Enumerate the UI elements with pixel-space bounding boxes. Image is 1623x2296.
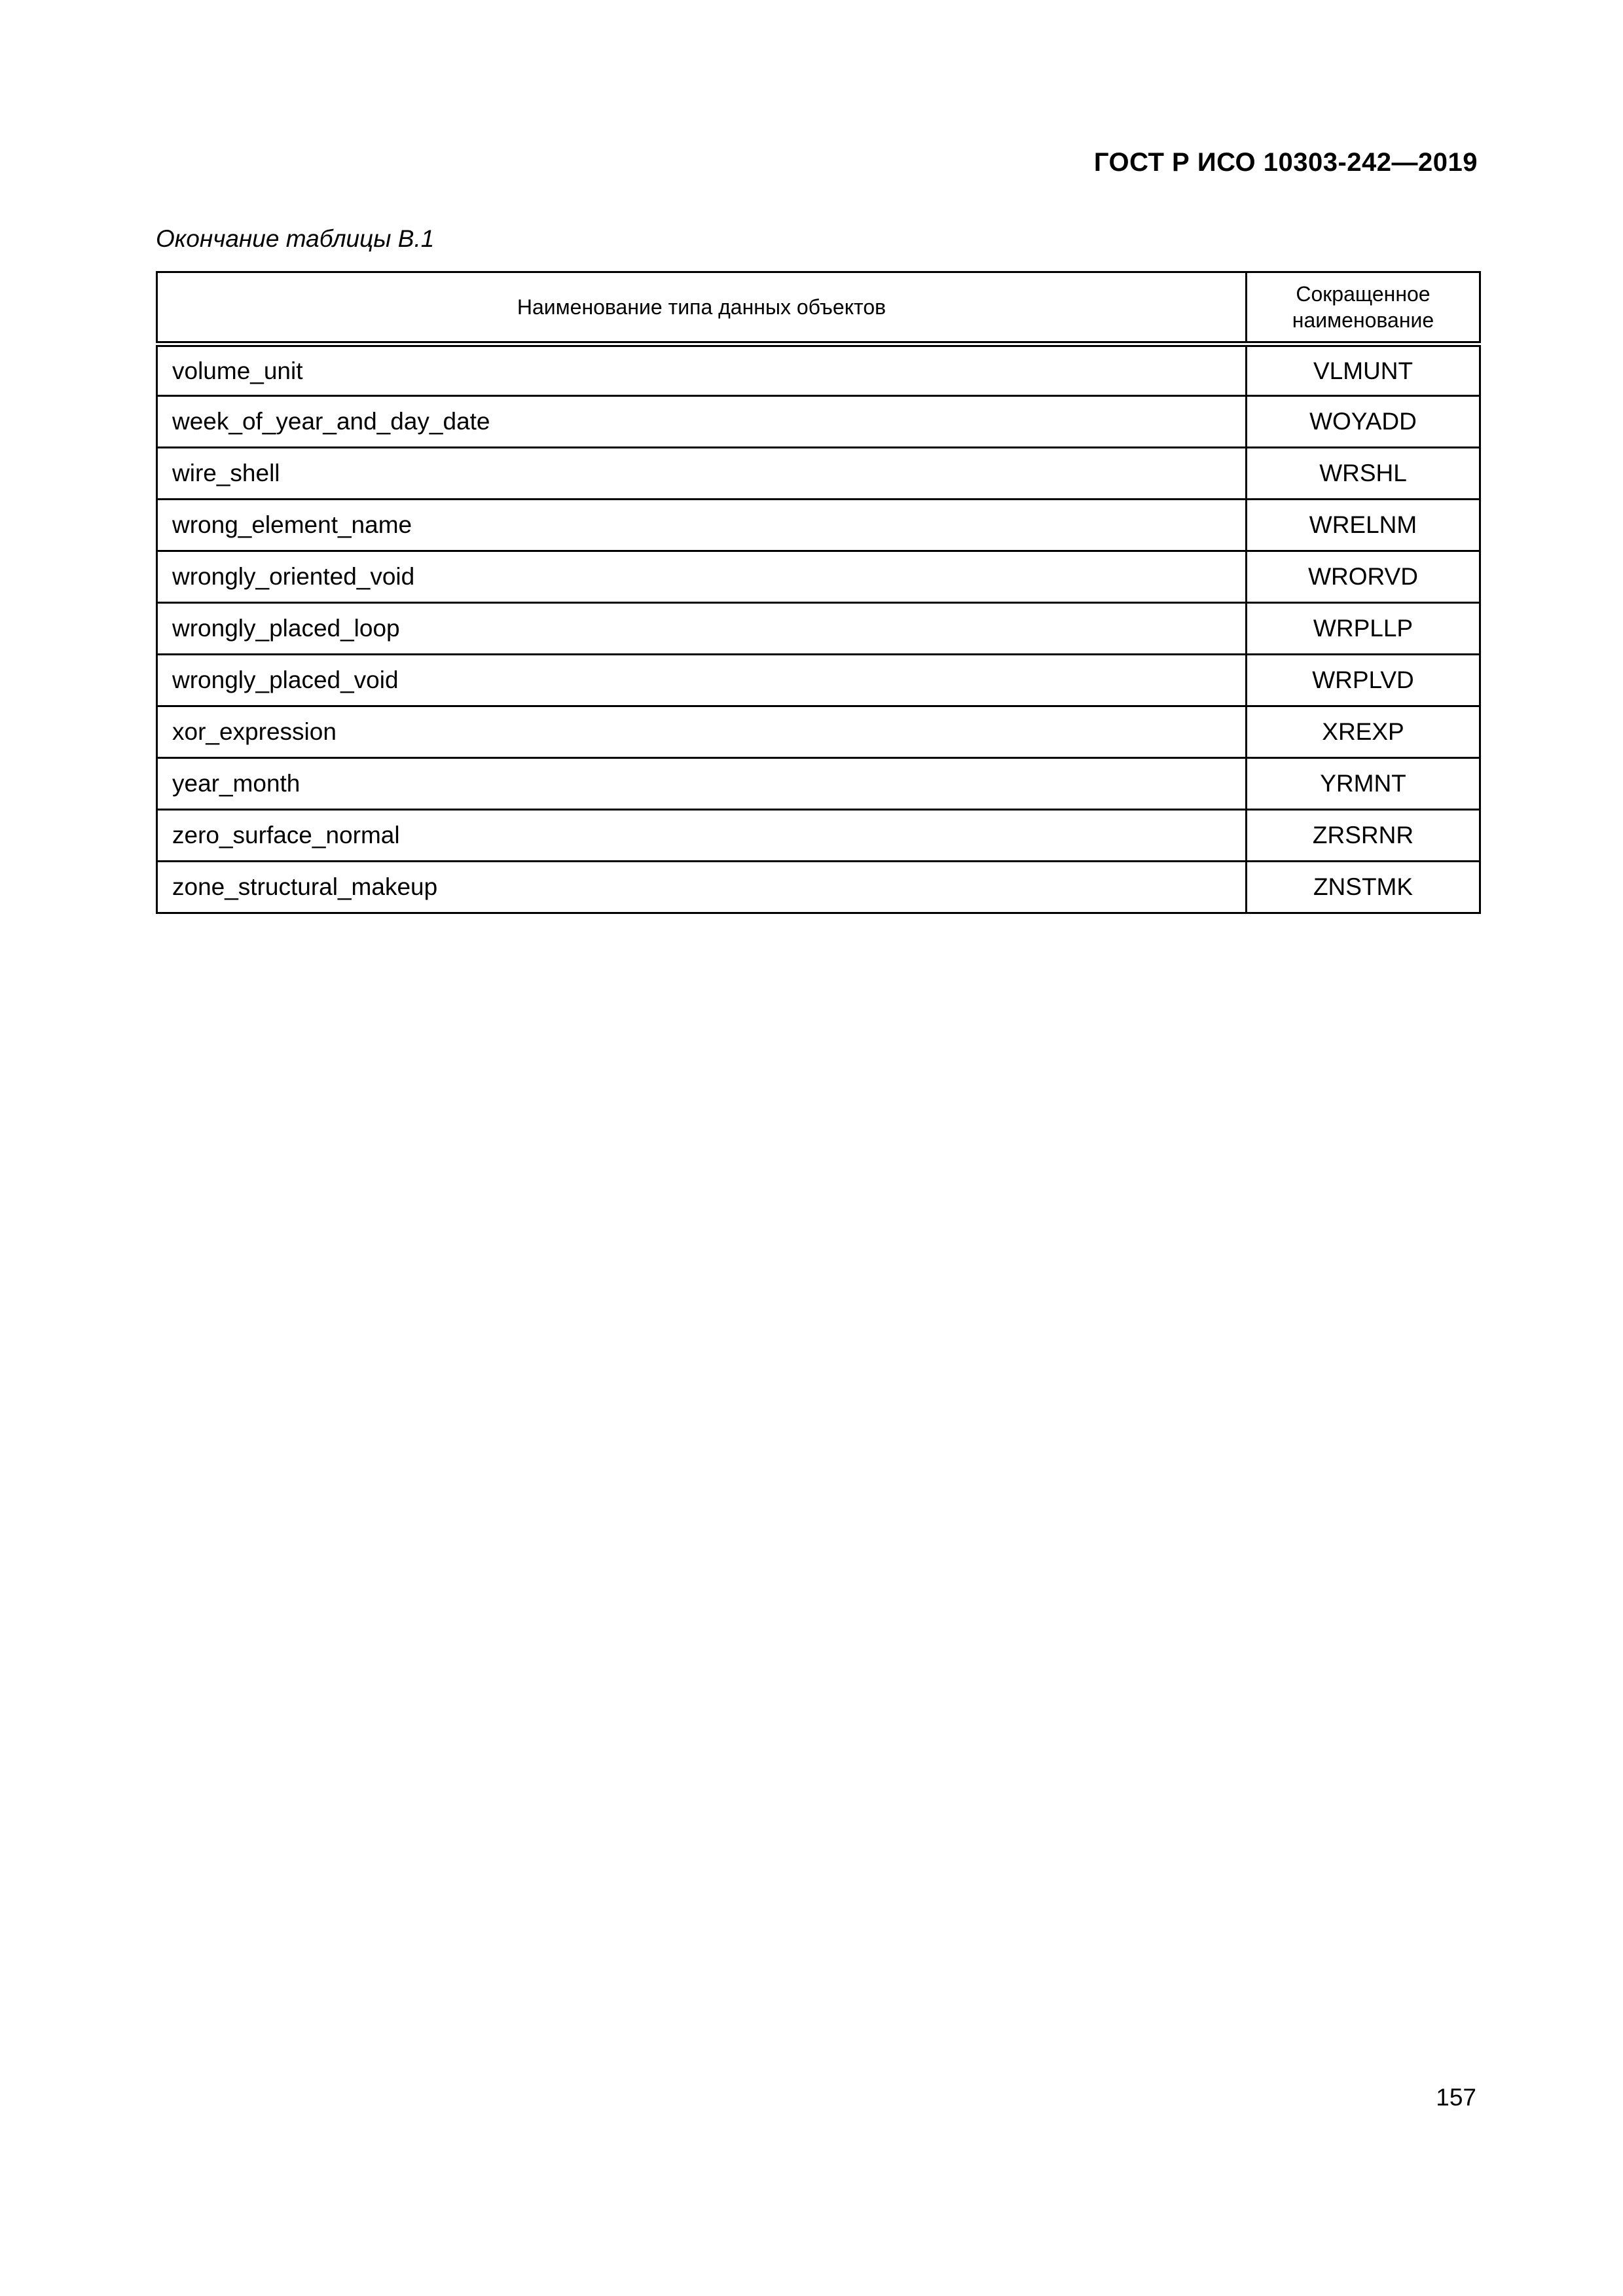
entity-name-cell: wrongly_oriented_void — [157, 551, 1247, 603]
entity-name-cell: week_of_year_and_day_date — [157, 396, 1247, 448]
column-header-name: Наименование типа данных объектов — [157, 272, 1247, 344]
table-row — [157, 706, 1480, 758]
abbreviation-cell: ZNSTMK — [1247, 862, 1480, 913]
abbreviation-cell: VLMUNT — [1247, 344, 1480, 396]
entity-name-cell: wrongly_placed_void — [157, 655, 1247, 706]
table-row — [157, 551, 1480, 603]
abbreviations-table — [156, 271, 1481, 914]
abbreviation-cell: WOYADD — [1247, 396, 1480, 448]
column-header-abbreviation — [1247, 272, 1480, 344]
table-row — [157, 810, 1480, 862]
abbreviation-cell: WRORVD — [1247, 551, 1480, 603]
entity-name-cell: year_month — [157, 758, 1247, 810]
table-row — [157, 500, 1480, 551]
entity-name-cell: zone_structural_makeup — [157, 862, 1247, 913]
table-row — [157, 448, 1480, 500]
table-row — [157, 655, 1480, 706]
table-header-row — [157, 272, 1480, 344]
entity-name-cell: xor_expression — [157, 706, 1247, 758]
column-header-abbreviation-line1: Сокращенное — [1296, 282, 1431, 306]
entity-name-cell: volume_unit — [157, 344, 1247, 396]
abbreviation-cell: YRMNT — [1247, 758, 1480, 810]
abbreviation-cell: XREXP — [1247, 706, 1480, 758]
table-row — [157, 396, 1480, 448]
abbreviation-cell: WRSHL — [1247, 448, 1480, 500]
table-caption: Окончание таблицы В.1 — [156, 225, 435, 252]
document-standard-id: ГОСТ Р ИСО 10303-242—2019 — [1093, 148, 1478, 177]
table-row — [157, 344, 1480, 396]
column-header-abbreviation-line2: наименование — [1292, 308, 1434, 332]
table-row — [157, 758, 1480, 810]
abbreviation-cell: WRPLLP — [1247, 603, 1480, 655]
table-row — [157, 862, 1480, 913]
table-row — [157, 603, 1480, 655]
entity-name-cell: wrong_element_name — [157, 500, 1247, 551]
abbreviation-cell: WRELNM — [1247, 500, 1480, 551]
abbreviation-cell: ZRSRNR — [1247, 810, 1480, 862]
entity-name-cell: wrongly_placed_loop — [157, 603, 1247, 655]
abbreviation-cell: WRPLVD — [1247, 655, 1480, 706]
entity-name-cell: wire_shell — [157, 448, 1247, 500]
entity-name-cell: zero_surface_normal — [157, 810, 1247, 862]
page-number: 157 — [1436, 2084, 1476, 2111]
